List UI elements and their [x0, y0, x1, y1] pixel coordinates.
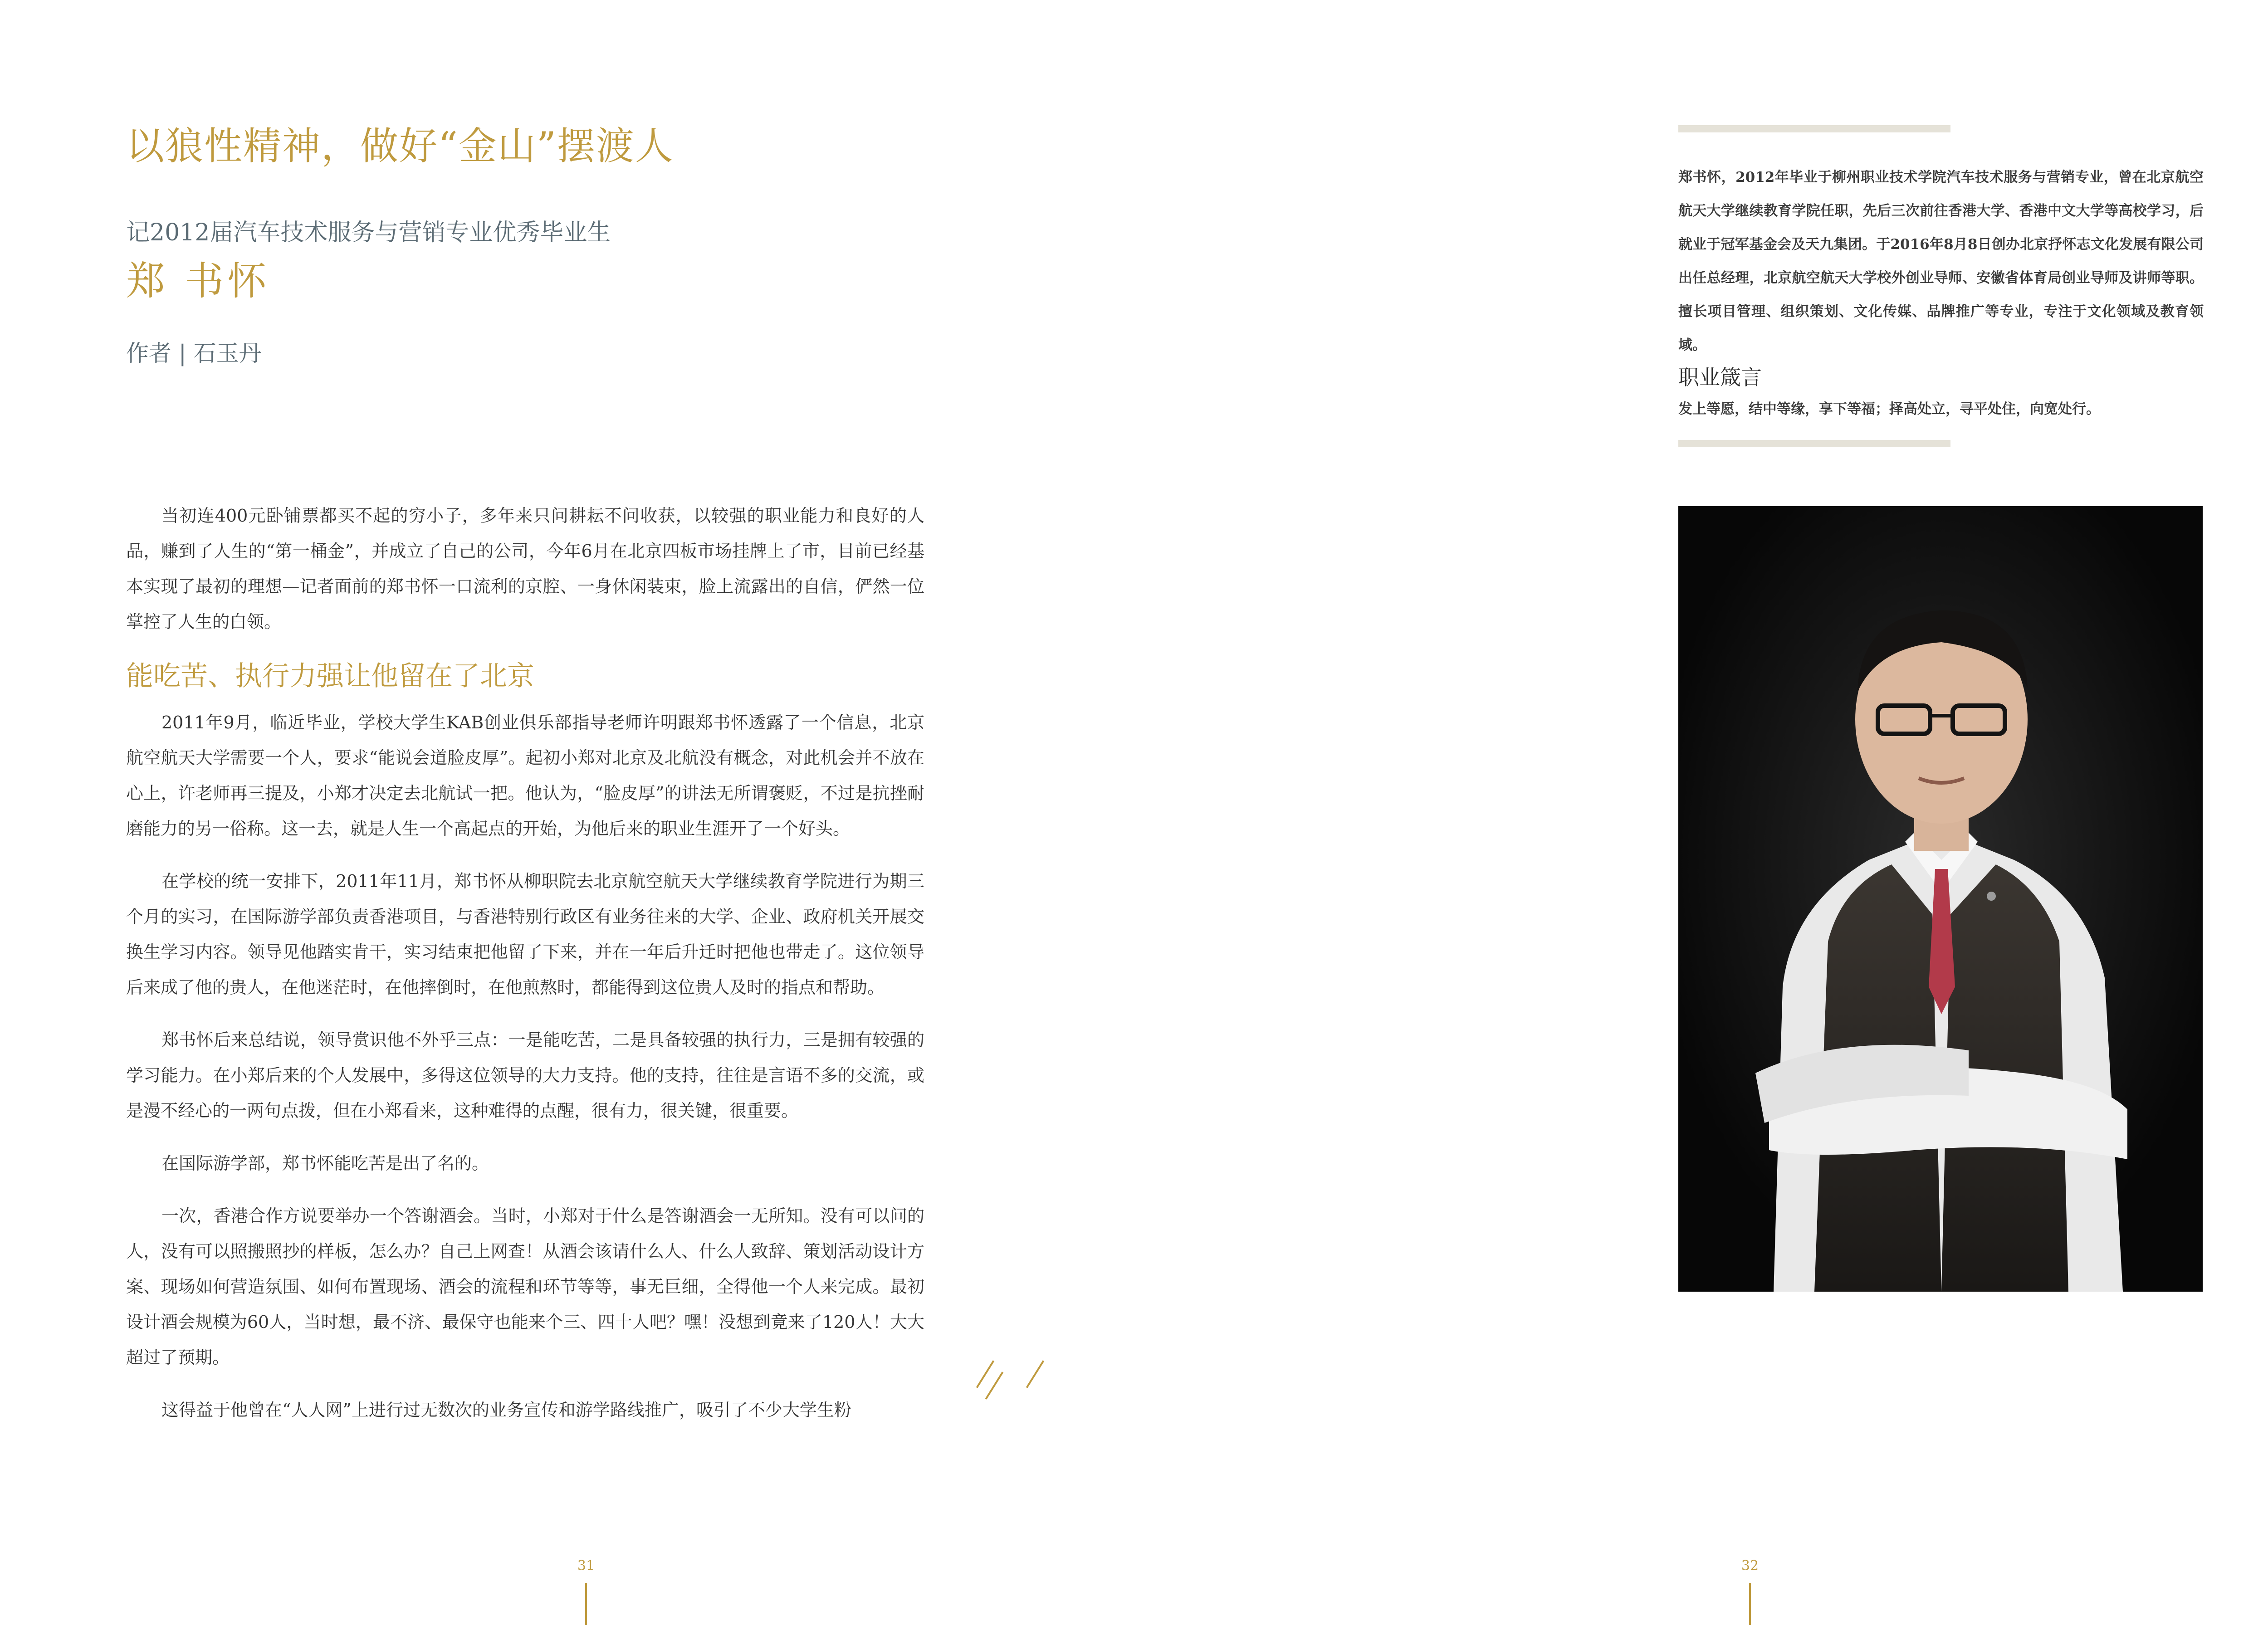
portrait-icon: [1678, 506, 2203, 1292]
bottom-rule: [1678, 440, 1950, 447]
body-paragraph: 在国际游学部，郑书怀能吃苦是出了名的。: [161, 1153, 489, 1173]
page-number-right: 32: [1741, 1558, 1759, 1574]
body-paragraph: 郑书怀后来总结说，领导赏识他不外乎三点：一是能吃苦，二是具备较强的执行力，三是拥有较强的学习能力。在小郑后来的个人发展中，多得这位领导的大力支持。他的支持，往往是言语不多的交流，或是漫不经心的一两句点拨，但在小郑看来，这种难得的点醒，很有力，很关键，很重要。: [126, 1030, 924, 1121]
portrait-photo: [1678, 506, 2203, 1292]
person-name: 郑 书怀: [126, 259, 270, 304]
page-number-left: 31: [577, 1558, 595, 1574]
article-body: [126, 498, 924, 1445]
body-paragraph: 2011年9月，临近毕业，学校大学生KAB创业俱乐部指导老师许明跟郑书怀透露了一个信息，北京航空航天大学需要一个人，要求“能说会道脸皮厚”。起初小郑对北京及北航没有概念，对此机会并不放在心上，许老师再三提及，小郑才决定去北航试一把。他认为，“脸皮厚”的讲法无所谓褒贬，不过是抗挫耐磨能力的另一俗称。这一去，就是人生一个高起点的开始，为他后来的职业生涯开了一个好头。: [126, 712, 924, 839]
body-paragraph: 这得益于他曾在“人人网”上进行过无数次的业务宣传和游学路线推广，吸引了不少大学生粉: [161, 1400, 851, 1420]
motto-heading: 职业箴言: [1678, 365, 1762, 390]
body-paragraph: 一次，香港合作方说要举办一个答谢酒会。当时，小郑对于什么是答谢酒会一无所知。没有可以问的人，没有可以照搬照抄的样板，怎么办？自己上网查！从酒会该请什么人、什么人致辞、策划活动设计方案、现场如何营造氛围、如何布置现场、酒会的流程和环节等等，事无巨细，全得他一个人来完成。最初设计酒会规模为60人，当时想，最不济、最保守也能来个三、四十人吧？嘿！没想到竟来了120人！大大超过了预期。: [126, 1206, 924, 1367]
page-marker-right: [1749, 1583, 1751, 1625]
author-line: 作者 | 石玉丹: [126, 340, 262, 366]
top-rule: [1678, 125, 1950, 132]
section-heading: 能吃苦、执行力强让他留在了北京: [126, 660, 534, 692]
body-paragraph: 当初连400元卧铺票都买不起的穷小子，多年来只问耕耘不问收获，以较强的职业能力和良好的人品，赚到了人生的“第一桶金”，并成立了自己的公司，今年6月在北京四板市场挂牌上了市，目前已经基本实现了最初的理想—记者面前的郑书怀一口流利的京腔、一身休闲装束，脸上流露出的自信，俨然一位掌控了人生的白领。: [126, 506, 924, 632]
article-title: 以狼性精神，做好“金山”摆渡人: [126, 124, 674, 168]
motto-text: 发上等愿，结中等缘，享下等福；择高处立，寻平处住，向宽处行。: [1678, 401, 2100, 417]
page-marker-left: [585, 1583, 587, 1625]
bio-text: 郑书怀，2012年毕业于柳州职业技术学院汽车技术服务与营销专业，曾在北京航空航天大学继续教育学院任职，先后三次前往香港大学、香港中文大学等高校学习，后就业于冠军基金会及天九集团。于2016年8月8日创办北京抒怀志文化发展有限公司出任总经理，北京航空航天大学校外创业导师、安徽省体育局创业导师及讲师等职。擅长项目管理、组织策划、文化传媒、品牌推广等专业，专注于文化领域及教育领域。: [1678, 169, 2204, 353]
body-paragraph: 在学校的统一安排下，2011年11月，郑书怀从柳职院去北京航空航天大学继续教育学院进行为期三个月的实习，在国际游学部负责香港项目，与香港特别行政区有业务往来的大学、企业、政府机关开展交换生学习内容。领导见他踏实肯干，实习结束把他留了下来，并在一年后升迁时把他也带走了。这位领导后来成了他的贵人，在他迷茫时，在他摔倒时，在他煎熬时，都能得到这位贵人及时的指点和帮助。: [126, 871, 924, 997]
article-subtitle: 记2012届汽车技术服务与营销专业优秀毕业生: [126, 219, 611, 246]
